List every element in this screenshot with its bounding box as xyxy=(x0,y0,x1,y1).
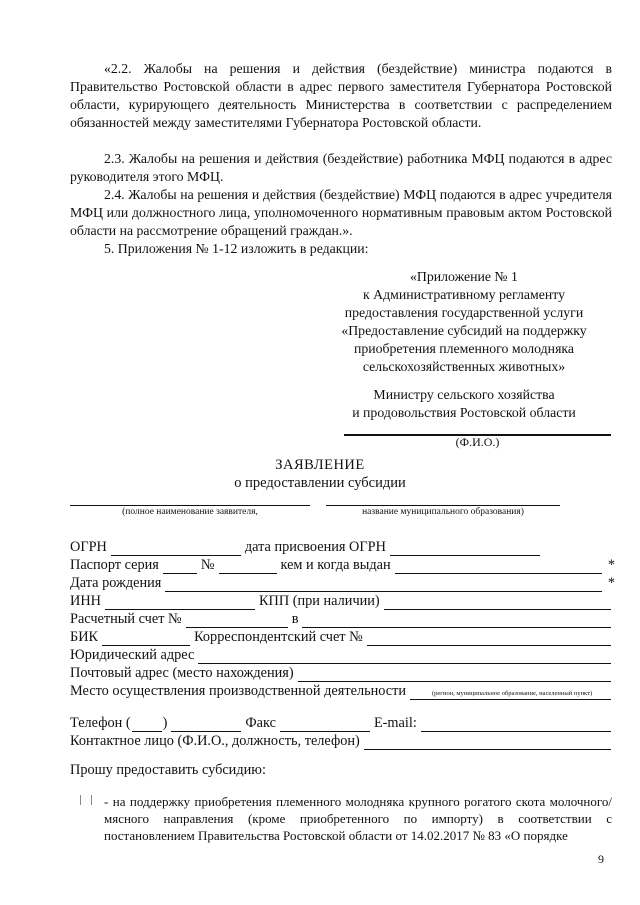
passport-issued-field[interactable] xyxy=(395,559,602,574)
ogrn-date-label: дата присвоения ОГРН xyxy=(244,539,386,555)
bik-label: БИК xyxy=(70,629,99,645)
account-row xyxy=(70,610,615,628)
bik-row xyxy=(70,628,615,646)
paragraph-2-2: «2.2. Жалобы на решения и действия (бездействие) министра подаются в Правительство Ростовской области в адрес первого заместителя Губернатора Ростовской области, курирующего деятельность Министерства в соответствии с распределением обязанностей между заместителями Губернатора Ростовской области. xyxy=(70,61,612,130)
passport-issued-label: кем и когда выдан xyxy=(280,557,391,573)
fax-label: Факс xyxy=(245,715,276,731)
legal-address-row xyxy=(70,646,615,664)
paragraph-5: 5. Приложения № 1-12 изложить в редакции: xyxy=(104,241,369,256)
appendix-line: «Приложение № 1 xyxy=(410,269,518,284)
checkbox-box xyxy=(80,795,92,805)
appendix-line: к Административному регламенту xyxy=(362,287,565,302)
activity-place-label: Место осуществления производственной деятельности xyxy=(70,683,406,699)
subsidy-option-checkbox[interactable] xyxy=(80,795,94,807)
activity-place-caption: (регион, муниципальное образование, населенный пункт) xyxy=(432,690,593,697)
email-label: E-mail: xyxy=(373,715,417,731)
inn-field[interactable] xyxy=(105,595,255,610)
contact-row xyxy=(70,732,615,750)
passport-series-label: Паспорт серия xyxy=(70,557,159,573)
kpp-field[interactable] xyxy=(384,595,611,610)
account-field[interactable] xyxy=(186,613,288,628)
passport-row xyxy=(70,556,615,574)
ogrn-label: ОГРН xyxy=(70,539,107,555)
appendix-header xyxy=(318,268,610,376)
phone-field[interactable] xyxy=(171,717,241,732)
paragraph-2-3: 2.3. Жалобы на решения и действия (бездействие) работника МФЦ подаются в адрес руководителя этого МФЦ. xyxy=(70,151,612,184)
appendix-line: приобретения племенного молодняка xyxy=(353,341,575,356)
appendix-line: «Предоставление субсидий на поддержку xyxy=(341,323,587,338)
paragraph-2-4: 2.4. Жалобы на решения и действия (бездействие) МФЦ подаются в адрес учредителя МФЦ или должностного лица, уполномоченного нормативным правовым актом Ростовской области на рассмотрение обращений граждан.». xyxy=(70,187,612,238)
corr-account-label: Корреспондентский счет № xyxy=(194,629,363,645)
required-mark: * xyxy=(607,575,615,591)
recipient-line: и продовольствия Ростовской области xyxy=(352,405,576,420)
appendix-line: сельскохозяйственных животных» xyxy=(362,359,566,374)
municipality-line xyxy=(326,505,560,506)
phone-code-field[interactable] xyxy=(132,717,162,732)
postal-address-label: Почтовый адрес (место нахождения) xyxy=(70,665,294,681)
document-subtitle: о предоставлении субсидии xyxy=(234,475,406,491)
birth-date-label: Дата рождения xyxy=(70,575,162,591)
required-mark: * xyxy=(607,557,615,573)
corr-account-field[interactable] xyxy=(367,631,611,646)
postal-address-field[interactable] xyxy=(298,667,611,682)
ogrn-date-field[interactable] xyxy=(390,541,540,556)
contact-label: Контактное лицо (Ф.И.О., должность, телефон) xyxy=(70,733,360,749)
municipality-caption: название муниципального образования) xyxy=(362,507,524,517)
fio-caption: (Ф.И.О.) xyxy=(455,435,500,449)
ogrn-field[interactable] xyxy=(111,541,241,556)
kpp-label: КПП (при наличии) xyxy=(258,593,380,609)
phone-close: ) xyxy=(162,715,168,731)
email-field[interactable] xyxy=(421,717,611,732)
request-statement: Прошу предоставить субсидию: xyxy=(70,762,266,778)
passport-series-field[interactable] xyxy=(163,559,197,574)
postal-address-row xyxy=(70,664,615,682)
document-title: ЗАЯВЛЕНИЕ xyxy=(275,457,365,473)
legal-address-label: Юридический адрес xyxy=(70,647,195,663)
applicant-caption: (полное наименование заявителя, xyxy=(122,507,258,517)
inn-label: ИНН xyxy=(70,593,101,609)
account-label: Расчетный счет № xyxy=(70,611,182,627)
birth-date-field[interactable] xyxy=(165,577,601,592)
fax-field[interactable] xyxy=(280,717,370,732)
bank-label: в xyxy=(291,611,299,627)
appendix-line: предоставления государственной услуги xyxy=(344,305,584,320)
recipient-line: Министру сельского хозяйства xyxy=(373,387,555,402)
ogrn-row xyxy=(70,538,615,556)
legal-address-field[interactable] xyxy=(198,649,611,664)
applicant-name-line xyxy=(70,505,310,506)
subsidy-option-text: - на поддержку приобретения племенного молодняка крупного рогатого скота молочного/мясного направления (кроме приобретенного по импорту) в соответствии с постановлением Правительства Ростовской области от 14.02.2017 № 83 «О порядке xyxy=(104,794,612,843)
contact-field[interactable] xyxy=(364,735,611,750)
bank-field[interactable] xyxy=(302,613,611,628)
passport-number-label: № xyxy=(200,557,215,573)
phone-row xyxy=(70,714,615,732)
passport-number-field[interactable] xyxy=(219,559,277,574)
page-number: 9 xyxy=(598,852,604,866)
phone-label: Телефон ( xyxy=(70,715,131,731)
birth-date-row xyxy=(70,574,615,592)
recipient-block xyxy=(318,386,610,422)
inn-row xyxy=(70,592,615,610)
bik-field[interactable] xyxy=(102,631,190,646)
